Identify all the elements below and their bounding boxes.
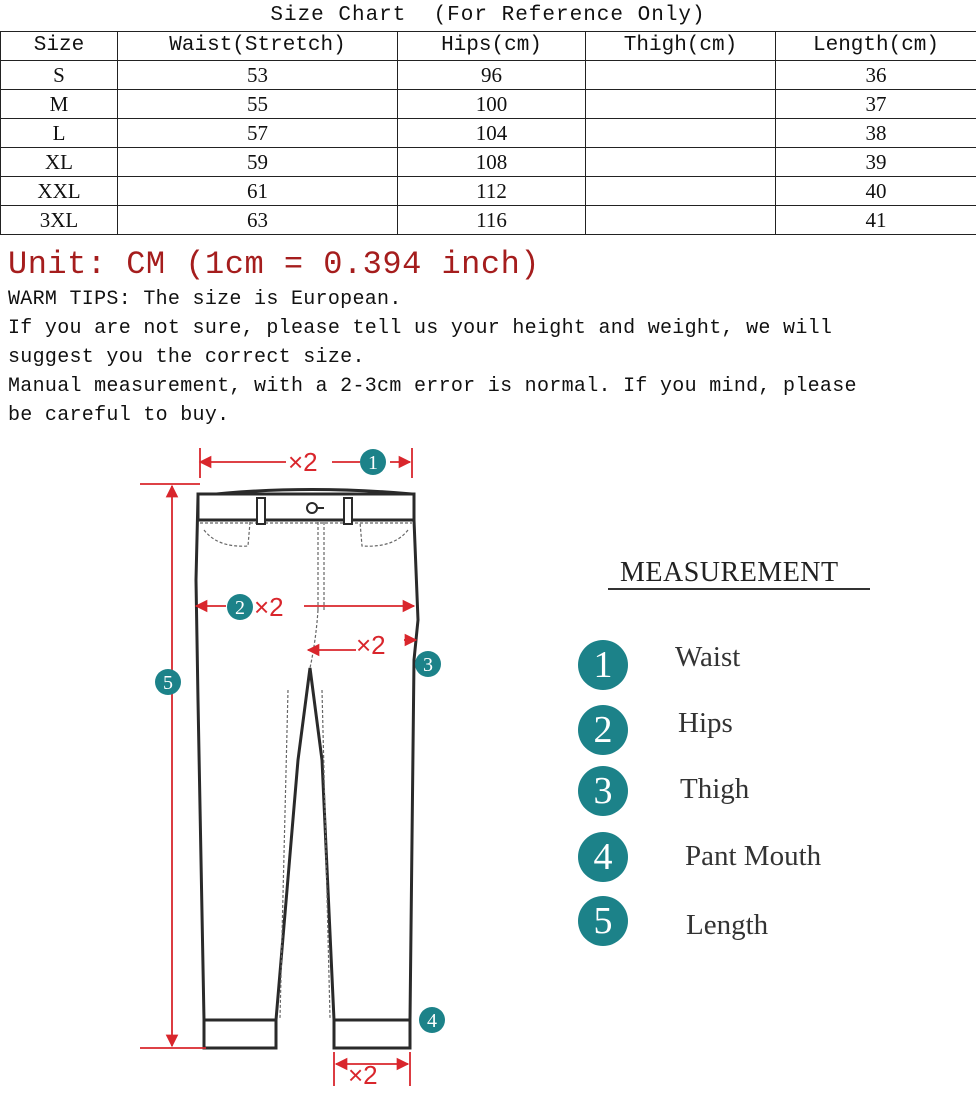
waist-times-mark: ×2 <box>288 447 318 477</box>
table-row <box>1 148 976 177</box>
cell-length: 39 <box>776 148 976 177</box>
table-row <box>1 61 976 90</box>
cell-waist: 63 <box>118 206 398 235</box>
cell-hips: 108 <box>398 148 586 177</box>
col-header-size: Size <box>1 32 118 61</box>
warm-tip-line: Manual measurement, with a 2-3cm error is normal. If you mind, please <box>8 375 857 398</box>
measurement-title: MEASUREMENT <box>620 557 839 588</box>
cell-size: M <box>1 90 118 119</box>
legend-label-waist: Waist <box>675 641 741 673</box>
cell-waist: 59 <box>118 148 398 177</box>
marker-4: 4 <box>427 1010 437 1032</box>
cell-waist: 55 <box>118 90 398 119</box>
legend-label-length: Length <box>686 909 769 941</box>
legend-number-3: 3 <box>578 766 628 816</box>
col-header-waist: Waist(Stretch) <box>118 32 398 61</box>
marker-1: 1 <box>368 452 378 474</box>
unit-note: Unit: CM (1cm = 0.394 inch) <box>8 246 540 283</box>
cell-size: S <box>1 61 118 90</box>
cell-length: 37 <box>776 90 976 119</box>
cell-size: L <box>1 119 118 148</box>
mouth-times-mark: ×2 <box>348 1060 378 1090</box>
cell-waist: 61 <box>118 177 398 206</box>
marker-3: 3 <box>423 654 433 676</box>
legend-number-2: 2 <box>578 705 628 755</box>
cell-hips: 100 <box>398 90 586 119</box>
cell-length: 41 <box>776 206 976 235</box>
table-header-row <box>1 32 976 61</box>
marker-2: 2 <box>235 597 245 619</box>
cell-waist: 53 <box>118 61 398 90</box>
cell-length: 36 <box>776 61 976 90</box>
warm-tip-line: suggest you the correct size. <box>8 346 365 369</box>
cell-thigh <box>586 148 776 177</box>
thigh-times-mark: ×2 <box>356 630 386 660</box>
measurement-underline <box>608 588 870 590</box>
cell-size: 3XL <box>1 206 118 235</box>
legend-label-pant-mouth: Pant Mouth <box>685 840 822 872</box>
cell-thigh <box>586 206 776 235</box>
warm-tip-line: WARM TIPS: The size is European. <box>8 288 402 311</box>
legend-number-4: 4 <box>578 832 628 882</box>
cell-thigh <box>586 61 776 90</box>
size-table <box>0 31 976 235</box>
cell-thigh <box>586 119 776 148</box>
cell-waist: 57 <box>118 119 398 148</box>
cell-thigh <box>586 177 776 206</box>
cell-hips: 112 <box>398 177 586 206</box>
table-row <box>1 177 976 206</box>
cell-size: XXL <box>1 177 118 206</box>
cell-length: 40 <box>776 177 976 206</box>
legend-label-hips: Hips <box>678 707 733 739</box>
cell-hips: 116 <box>398 206 586 235</box>
cell-hips: 96 <box>398 61 586 90</box>
cell-hips: 104 <box>398 119 586 148</box>
warm-tip-line: If you are not sure, please tell us your height and weight, we will <box>8 317 833 340</box>
col-header-hips: Hips(cm) <box>398 32 586 61</box>
table-row <box>1 90 976 119</box>
legend-label-thigh: Thigh <box>680 773 750 805</box>
warm-tip-line: be careful to buy. <box>8 404 230 427</box>
cell-size: XL <box>1 148 118 177</box>
table-row <box>1 119 976 148</box>
legend-number-1: 1 <box>578 640 628 690</box>
cell-thigh <box>586 90 776 119</box>
pants-outline <box>196 489 418 1048</box>
cell-length: 38 <box>776 119 976 148</box>
hips-times-mark: ×2 <box>254 592 284 622</box>
pants-diagram <box>0 440 976 1098</box>
table-row <box>1 206 976 235</box>
col-header-thigh: Thigh(cm) <box>586 32 776 61</box>
legend-number-5: 5 <box>578 896 628 946</box>
col-header-length: Length(cm) <box>776 32 976 61</box>
marker-5: 5 <box>163 672 173 694</box>
size-chart-title: Size Chart (For Reference Only) <box>270 4 706 27</box>
